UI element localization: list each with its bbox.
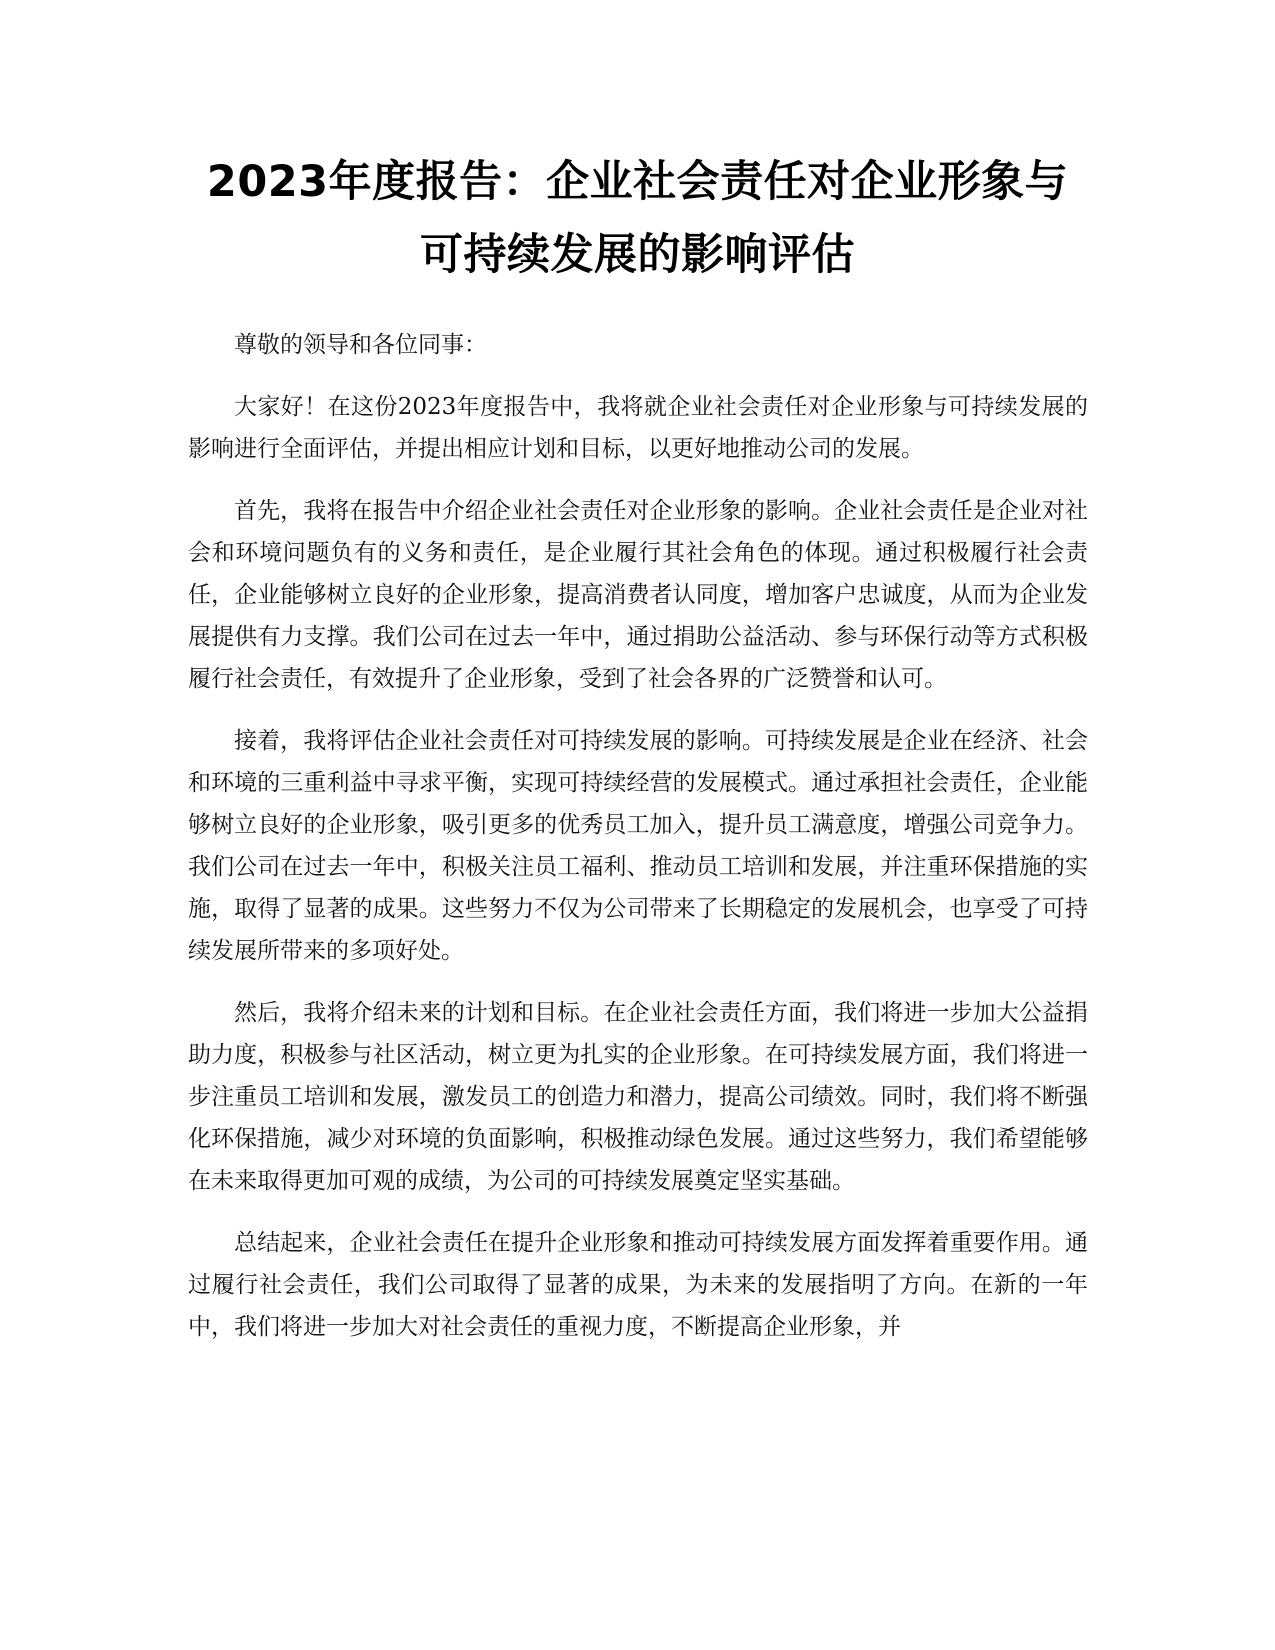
salutation-paragraph: 尊敬的领导和各位同事： — [234, 332, 487, 358]
intro-paragraph: 大家好！在这份2023年度报告中，我将就企业社会责任对企业形象与可持续发展的影响进行全面评估，并提出相应计划和目标，以更好地推动公司的发展。 — [188, 394, 1088, 462]
future-plans-paragraph: 然后，我将介绍未来的计划和目标。在企业社会责任方面，我们将进一步加大公益捐助力度，积极参与社区活动，树立更为扎实的企业形象。在可持续发展方面，我们将进一步注重员工培训和发展，激发员工的创造力和潜力，提高公司绩效。同时，我们将不断强化环保措施，减少对环境的负面影响，积极推动绿色发展。通过这些努力，我们希望能够在未来取得更加可观的成绩，为公司的可持续发展奠定坚实基础。 — [188, 1000, 1088, 1194]
corporate-image-paragraph: 首先，我将在报告中介绍企业社会责任对企业形象的影响。企业社会责任是企业对社会和环境问题负有的义务和责任，是企业履行其社会角色的体现。通过积极履行社会责任，企业能够树立良好的企业形象，提高消费者认同度，增加客户忠诚度，从而为企业发展提供有力支撑。我们公司在过去一年中，通过捐助公益活动、参与环保行动等方式积极履行社会责任，有效提升了企业形象，受到了社会各界的广泛赞誉和认可。 — [188, 498, 1088, 692]
document-body — [188, 324, 1088, 1368]
sustainability-paragraph: 接着，我将评估企业社会责任对可持续发展的影响。可持续发展是企业在经济、社会和环境的三重利益中寻求平衡，实现可持续经营的发展模式。通过承担社会责任，企业能够树立良好的企业形象，吸引更多的优秀员工加入，提升员工满意度，增强公司竞争力。我们公司在过去一年中，积极关注员工福利、推动员工培训和发展，并注重环保措施的实施，取得了显著的成果。这些努力不仅为公司带来了长期稳定的发展机会，也享受了可持续发展所带来的多项好处。 — [188, 728, 1088, 964]
title-line-1: 2023年度报告：企业社会责任对企业形象与 — [206, 157, 1069, 207]
summary-paragraph: 总结起来，企业社会责任在提升企业形象和推动可持续发展方面发挥着重要作用。通过履行社会责任，我们公司取得了显著的成果，为未来的发展指明了方向。在新的一年中，我们将进一步加大对社会责任的重视力度，不断提高企业形象，并 — [188, 1230, 1088, 1340]
document-title — [150, 146, 1125, 292]
title-line-2: 可持续发展的影响评估 — [420, 230, 855, 280]
